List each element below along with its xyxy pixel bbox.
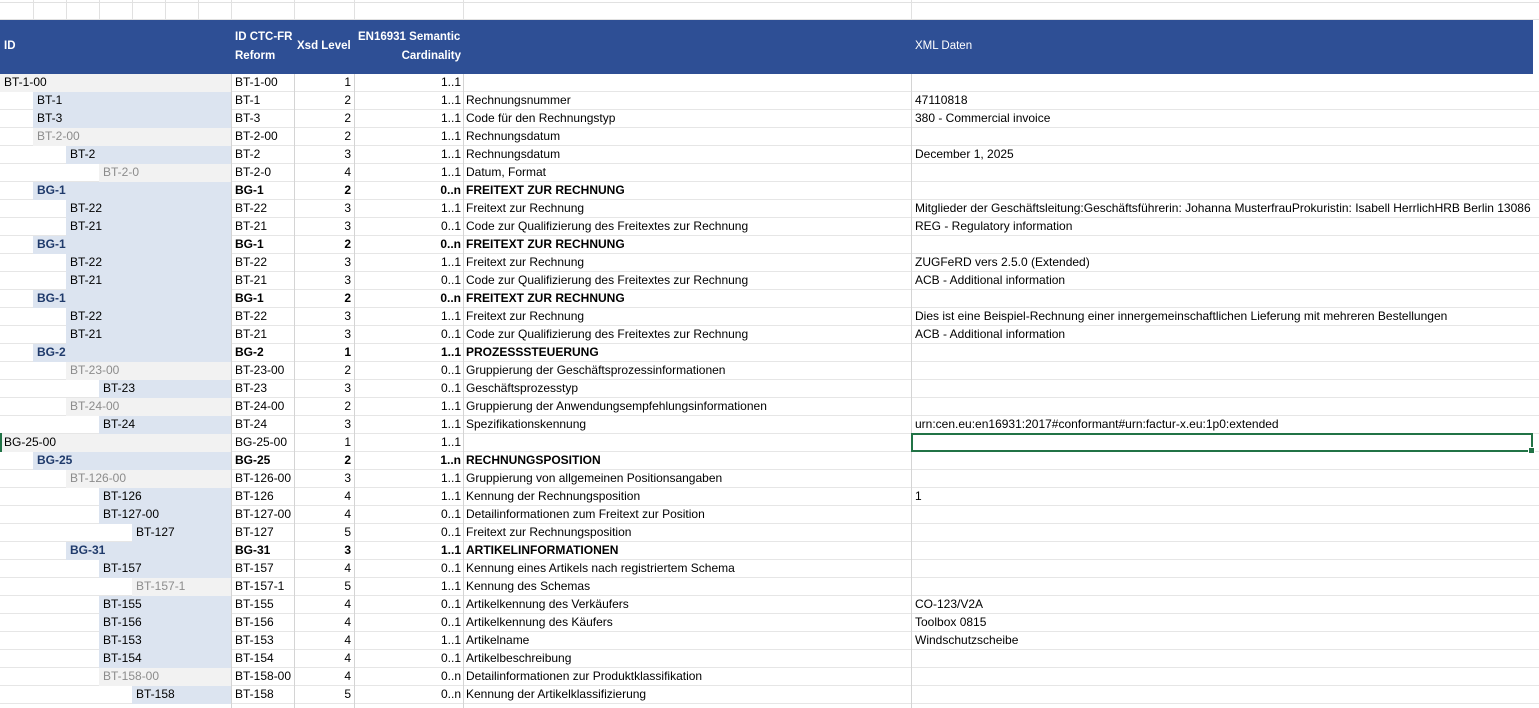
id-cell[interactable]: BT-126 (103, 489, 142, 503)
id-cell[interactable]: BT-157-1 (136, 579, 186, 593)
xml-cell[interactable]: 1 (915, 489, 922, 503)
col-sep (463, 74, 464, 708)
ctc-cell[interactable]: BG-1 (235, 291, 264, 305)
ctc-cell[interactable]: BT-1-00 (235, 75, 278, 89)
cardinality-cell[interactable]: 0..1 (440, 273, 461, 287)
selected-cell[interactable] (911, 433, 1533, 452)
id-cell[interactable]: BT-21 (70, 273, 103, 287)
ctc-cell[interactable]: BT-157-1 (235, 579, 285, 593)
ctc-cell[interactable]: BT-21 (235, 327, 268, 341)
ctc-cell[interactable]: BT-22 (235, 255, 268, 269)
xsd-level-cell[interactable]: 4 (344, 597, 351, 611)
description-cell[interactable]: Code zur Qualifizierung des Freitextes zur Rechnung (466, 219, 749, 233)
id-cell[interactable]: BT-126-00 (70, 471, 127, 485)
description-cell[interactable]: Geschäftsprozesstyp (466, 381, 579, 395)
table-header (0, 20, 1533, 74)
xsd-level-cell[interactable]: 2 (344, 399, 351, 413)
id-cell-fill (33, 110, 231, 128)
xsd-level-cell[interactable]: 3 (344, 471, 351, 485)
ctc-cell[interactable]: BT-158-00 (235, 669, 292, 683)
cardinality-cell[interactable]: 1..1 (440, 471, 461, 485)
id-cell[interactable]: BT-156 (103, 615, 142, 629)
xsd-level-cell[interactable]: 4 (344, 633, 351, 647)
xsd-level-cell[interactable]: 1 (344, 435, 351, 449)
description-cell[interactable]: Artikelkennung des Verkäufers (466, 597, 629, 611)
xsd-level-cell[interactable]: 3 (344, 255, 351, 269)
cardinality-cell[interactable]: 0..1 (440, 597, 461, 611)
col-sep (911, 74, 912, 708)
ctc-cell[interactable]: BT-23-00 (235, 363, 285, 377)
header-ctc[interactable] (235, 28, 293, 66)
xsd-level-cell[interactable]: 4 (344, 669, 351, 683)
ctc-cell[interactable]: BT-2-00 (235, 129, 278, 143)
xml-cell[interactable]: ACB - Additional information (915, 273, 1066, 287)
xsd-level-cell[interactable]: 4 (344, 165, 351, 179)
ctc-cell[interactable]: BT-2-0 (235, 165, 272, 179)
cardinality-cell[interactable]: 0..1 (440, 507, 461, 521)
description-cell[interactable]: Gruppierung der Anwendungsempfehlungsinformationen (466, 399, 767, 413)
ctc-cell[interactable]: BG-25-00 (235, 435, 288, 449)
id-cell[interactable]: BT-22 (70, 201, 103, 215)
id-cell[interactable]: BT-2-00 (37, 129, 80, 143)
id-cell[interactable]: BT-24-00 (70, 399, 120, 413)
ctc-cell[interactable]: BT-21 (235, 273, 268, 287)
id-cell[interactable]: BT-21 (70, 327, 103, 341)
id-cell[interactable]: BG-1 (37, 237, 66, 251)
xsd-level-cell[interactable]: 2 (344, 237, 351, 251)
xsd-level-cell[interactable]: 2 (344, 93, 351, 107)
id-cell[interactable]: BG-1 (37, 183, 66, 197)
ctc-cell[interactable]: BT-22 (235, 309, 268, 323)
header-ctc-line2: Reform (235, 50, 276, 62)
ctc-cell[interactable]: BT-24-00 (235, 399, 285, 413)
xsd-level-cell[interactable]: 3 (344, 147, 351, 161)
id-cell[interactable]: BT-22 (70, 255, 103, 269)
header-semantic-line1: EN16931 Semantic (358, 31, 461, 43)
id-cell[interactable]: BT-127 (136, 525, 175, 539)
active-row-marker (0, 433, 2, 452)
xsd-level-cell[interactable]: 3 (344, 417, 351, 431)
cardinality-cell[interactable]: 0..n (440, 237, 461, 251)
cardinality-cell[interactable]: 1..1 (440, 489, 461, 503)
xsd-level-cell[interactable]: 3 (344, 201, 351, 215)
cardinality-cell[interactable]: 1..1 (440, 93, 461, 107)
description-cell[interactable]: Artikelname (466, 633, 530, 647)
cardinality-cell[interactable]: 0..1 (440, 561, 461, 575)
xml-cell[interactable]: December 1, 2025 (915, 147, 1014, 161)
xsd-level-cell[interactable]: 1 (344, 75, 351, 89)
description-cell[interactable]: Spezifikationskennung (466, 417, 587, 431)
description-cell[interactable]: Detailinformationen zum Freitext zur Position (466, 507, 705, 521)
xml-cell[interactable]: Dies ist eine Beispiel-Rechnung einer innergemeinschaftlichen Lieferung mit mehreren Bestellungen (915, 309, 1448, 323)
description-cell[interactable]: Kennung des Schemas (466, 579, 591, 593)
description-cell[interactable]: Kennung eines Artikels nach registriertem Schema (466, 561, 735, 575)
cardinality-cell[interactable]: 1..1 (440, 309, 461, 323)
xsd-level-cell[interactable]: 4 (344, 489, 351, 503)
cardinality-cell[interactable]: 1..1 (440, 147, 461, 161)
xsd-level-cell[interactable]: 3 (344, 273, 351, 287)
cardinality-cell[interactable]: 1..1 (440, 255, 461, 269)
xml-cell[interactable]: ZUGFeRD vers 2.5.0 (Extended) (915, 255, 1090, 269)
cardinality-cell[interactable]: 1..1 (440, 579, 461, 593)
id-cell[interactable]: BT-23 (103, 381, 136, 395)
id-cell[interactable]: BT-158-00 (103, 669, 160, 683)
description-cell[interactable]: FREITEXT ZUR RECHNUNG (466, 291, 625, 305)
xml-cell[interactable]: ACB - Additional information (915, 327, 1066, 341)
xsd-level-cell[interactable]: 5 (344, 525, 351, 539)
header-xml[interactable]: XML Daten (915, 40, 973, 52)
description-cell[interactable]: RECHNUNGSPOSITION (466, 453, 601, 467)
cardinality-cell[interactable]: 0..n (440, 291, 461, 305)
cardinality-cell[interactable]: 0..1 (440, 219, 461, 233)
xsd-level-cell[interactable]: 2 (344, 111, 351, 125)
ctc-cell[interactable]: BT-3 (235, 111, 261, 125)
cardinality-cell[interactable]: 1..1 (440, 129, 461, 143)
col-sep (354, 74, 355, 708)
xsd-level-cell[interactable]: 4 (344, 507, 351, 521)
xml-cell[interactable]: Mitglieder der Geschäftsleitung:Geschäftsführerin: Johanna MusterfrauProkuristin: Isabell HerrlichHRB Berlin 13086 (915, 201, 1531, 215)
xml-cell[interactable]: Toolbox 0815 (915, 615, 987, 629)
description-cell[interactable]: Rechnungsnummer (466, 93, 571, 107)
xsd-level-cell[interactable]: 1 (344, 345, 351, 359)
id-cell-fill (33, 92, 231, 110)
cardinality-cell[interactable]: 0..1 (440, 525, 461, 539)
cardinality-cell[interactable]: 0..n (440, 183, 461, 197)
cardinality-cell[interactable]: 0..n (440, 687, 461, 701)
id-cell[interactable]: BT-3 (37, 111, 63, 125)
id-cell[interactable]: BT-2-0 (103, 165, 140, 179)
id-cell[interactable]: BT-153 (103, 633, 142, 647)
description-cell[interactable]: Freitext zur Rechnungsposition (466, 525, 632, 539)
ctc-cell[interactable]: BG-31 (235, 543, 271, 557)
cardinality-cell[interactable]: 1..1 (440, 417, 461, 431)
id-cell[interactable]: BT-2 (70, 147, 96, 161)
xml-cell[interactable]: urn:cen.eu:en16931:2017#conformant#urn:factur-x.eu:1p0:extended (915, 417, 1279, 431)
description-cell[interactable]: Kennung der Rechnungsposition (466, 489, 641, 503)
header-ctc-line1: ID CTC-FR (235, 31, 293, 43)
description-cell[interactable]: Rechnungsdatum (466, 129, 561, 143)
description-cell[interactable]: Artikelbeschreibung (466, 651, 572, 665)
cardinality-cell[interactable]: 1..1 (440, 633, 461, 647)
cardinality-cell[interactable]: 1..1 (440, 345, 461, 359)
col-sep (231, 74, 232, 708)
xsd-level-cell[interactable]: 2 (344, 129, 351, 143)
id-cell[interactable]: BT-24 (103, 417, 136, 431)
cardinality-cell[interactable]: 0..1 (440, 327, 461, 341)
xsd-level-cell[interactable]: 3 (344, 327, 351, 341)
cardinality-cell[interactable]: 0..1 (440, 615, 461, 629)
xml-cell[interactable]: 380 - Commercial invoice (915, 111, 1051, 125)
ctc-cell[interactable]: BT-23 (235, 381, 268, 395)
xml-cell[interactable]: 47110818 (915, 93, 968, 107)
ctc-cell[interactable]: BT-126-00 (235, 471, 292, 485)
id-cell[interactable]: BT-1 (37, 93, 63, 107)
xsd-level-cell[interactable]: 2 (344, 291, 351, 305)
id-cell[interactable]: BG-1 (37, 291, 66, 305)
ctc-cell[interactable]: BT-126 (235, 489, 274, 503)
xsd-level-cell[interactable]: 3 (344, 309, 351, 323)
cardinality-cell[interactable]: 0..1 (440, 651, 461, 665)
xsd-level-cell[interactable]: 4 (344, 561, 351, 575)
description-cell[interactable]: Code für den Rechnungstyp (466, 111, 616, 125)
xml-cell[interactable]: Windschutzscheibe (915, 633, 1019, 647)
ctc-cell[interactable]: BT-153 (235, 633, 274, 647)
ctc-cell[interactable]: BG-1 (235, 183, 264, 197)
ctc-cell[interactable]: BT-2 (235, 147, 261, 161)
header-xsd[interactable]: Xsd Level (297, 40, 351, 52)
ctc-cell[interactable]: BT-158 (235, 687, 274, 701)
ctc-cell[interactable]: BT-21 (235, 219, 268, 233)
ctc-cell[interactable]: BT-24 (235, 417, 268, 431)
xsd-level-cell[interactable]: 5 (344, 579, 351, 593)
header-semantic-line2: Cardinality (401, 50, 461, 62)
ctc-cell[interactable]: BT-155 (235, 597, 274, 611)
description-cell[interactable]: ARTIKELINFORMATIONEN (466, 543, 619, 557)
xsd-level-cell[interactable]: 2 (344, 363, 351, 377)
description-cell[interactable]: Gruppierung von allgemeinen Positionsangaben (466, 471, 723, 485)
cardinality-cell[interactable]: 1..1 (440, 399, 461, 413)
description-cell[interactable]: Datum, Format (466, 165, 547, 179)
xsd-level-cell[interactable]: 3 (344, 543, 351, 557)
id-cell[interactable]: BT-1-00 (4, 75, 47, 89)
xml-cell[interactable]: REG - Regulatory information (915, 219, 1073, 233)
col-sep (294, 74, 295, 708)
cardinality-cell[interactable]: 0..n (440, 669, 461, 683)
fill-handle[interactable] (1528, 447, 1535, 454)
cardinality-cell[interactable]: 1..n (440, 453, 461, 467)
cardinality-cell[interactable]: 0..1 (440, 363, 461, 377)
cardinality-cell[interactable]: 1..1 (440, 201, 461, 215)
ctc-cell[interactable]: BG-25 (235, 453, 271, 467)
id-cell[interactable]: BT-23-00 (70, 363, 120, 377)
description-cell[interactable]: PROZESSSTEUERUNG (466, 345, 599, 359)
ctc-cell[interactable]: BG-1 (235, 237, 264, 251)
description-cell[interactable]: Rechnungsdatum (466, 147, 561, 161)
xsd-level-cell[interactable]: 4 (344, 615, 351, 629)
xsd-level-cell[interactable]: 3 (344, 381, 351, 395)
id-cell[interactable]: BT-21 (70, 219, 103, 233)
description-cell[interactable]: Detailinformationen zur Produktklassifikation (466, 669, 703, 683)
sheet-top-grid (0, 0, 1539, 20)
description-cell[interactable]: Artikelkennung des Käufers (466, 615, 613, 629)
xsd-level-cell[interactable]: 5 (344, 687, 351, 701)
xsd-level-cell[interactable]: 2 (344, 183, 351, 197)
description-cell[interactable]: Code zur Qualifizierung des Freitextes zur Rechnung (466, 327, 749, 341)
cardinality-cell[interactable]: 1..1 (440, 435, 461, 449)
id-cell[interactable]: BG-2 (37, 345, 66, 359)
id-cell[interactable]: BG-31 (70, 543, 106, 557)
id-cell[interactable]: BT-158 (136, 687, 175, 701)
ctc-cell[interactable]: BT-127-00 (235, 507, 292, 521)
header-id[interactable]: ID (4, 40, 16, 52)
ctc-cell[interactable]: BG-2 (235, 345, 264, 359)
id-cell[interactable]: BG-25 (37, 453, 73, 467)
ctc-cell[interactable]: BT-22 (235, 201, 268, 215)
xsd-level-cell[interactable]: 2 (344, 453, 351, 467)
ctc-cell[interactable]: BT-154 (235, 651, 274, 665)
id-cell[interactable]: BT-22 (70, 309, 103, 323)
ctc-cell[interactable]: BT-156 (235, 615, 274, 629)
id-cell[interactable]: BG-25-00 (4, 435, 57, 449)
cardinality-cell[interactable]: 1..1 (440, 111, 461, 125)
ctc-cell[interactable]: BT-127 (235, 525, 274, 539)
description-cell[interactable]: Freitext zur Rechnung (466, 309, 585, 323)
ctc-cell[interactable]: BT-157 (235, 561, 274, 575)
header-semantic[interactable] (358, 28, 461, 66)
id-cell[interactable]: BT-157 (103, 561, 142, 575)
ctc-cell[interactable]: BT-1 (235, 93, 261, 107)
description-cell[interactable]: Freitext zur Rechnung (466, 201, 585, 215)
cardinality-cell[interactable]: 1..1 (440, 543, 461, 557)
xml-cell[interactable]: CO-123/V2A (915, 597, 984, 611)
xsd-level-cell[interactable]: 3 (344, 219, 351, 233)
cardinality-cell[interactable]: 0..1 (440, 381, 461, 395)
cardinality-cell[interactable]: 1..1 (440, 75, 461, 89)
id-cell[interactable]: BT-154 (103, 651, 142, 665)
id-cell[interactable]: BT-127-00 (103, 507, 160, 521)
description-cell[interactable]: FREITEXT ZUR RECHNUNG (466, 237, 625, 251)
xsd-level-cell[interactable]: 4 (344, 651, 351, 665)
cardinality-cell[interactable]: 1..1 (440, 165, 461, 179)
description-cell[interactable]: Gruppierung der Geschäftsprozessinformationen (466, 363, 726, 377)
id-cell[interactable]: BT-155 (103, 597, 142, 611)
description-cell[interactable]: Code zur Qualifizierung des Freitextes zur Rechnung (466, 273, 749, 287)
description-cell[interactable]: FREITEXT ZUR RECHNUNG (466, 183, 625, 197)
description-cell[interactable]: Kennung der Artikelklassifizierung (466, 687, 647, 701)
description-cell[interactable]: Freitext zur Rechnung (466, 255, 585, 269)
